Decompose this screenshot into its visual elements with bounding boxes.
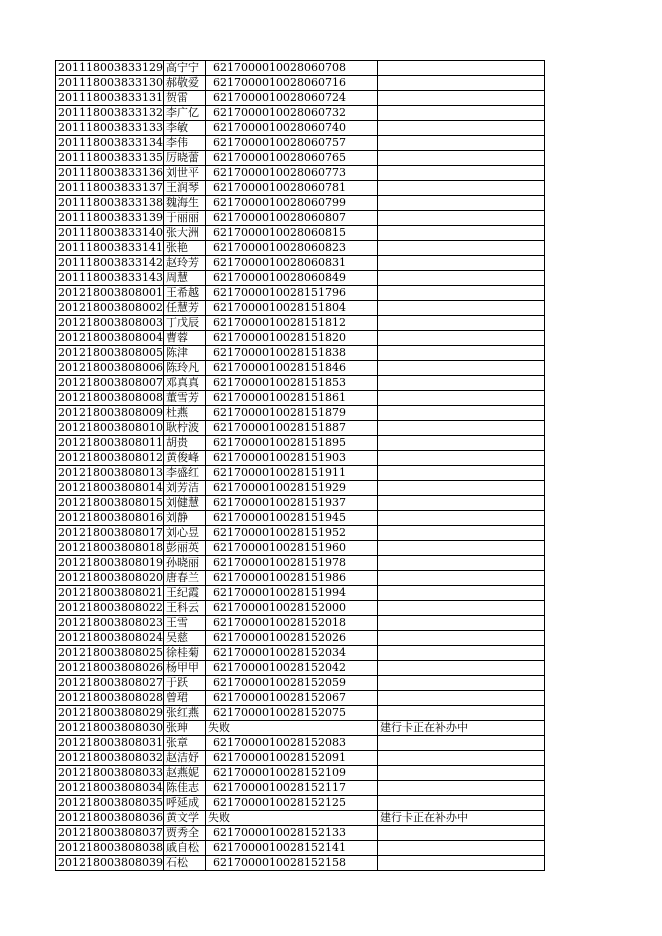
student-id-cell: 201118003833143 [56, 271, 164, 286]
note-cell [377, 181, 544, 196]
card-number-cell: 6217000010028151853 [205, 376, 377, 391]
note-cell: 建行卡正在补办中 [377, 811, 544, 826]
name-cell: 李盛红 [163, 466, 205, 481]
card-number-cell: 6217000010028152059 [205, 676, 377, 691]
note-cell [377, 466, 544, 481]
student-id-cell: 201218003808002 [56, 301, 164, 316]
table-row [56, 211, 545, 226]
student-id-cell: 201218003808038 [56, 841, 164, 856]
student-id-cell: 201218003808006 [56, 361, 164, 376]
note-cell [377, 526, 544, 541]
card-number-cell: 6217000010028152026 [205, 631, 377, 646]
note-cell [377, 766, 544, 781]
card-number-cell: 6217000010028060757 [205, 136, 377, 151]
name-cell: 呼延成 [163, 796, 205, 811]
table-row [56, 556, 545, 571]
student-id-cell: 201118003833132 [56, 106, 164, 121]
card-number-cell: 6217000010028151846 [205, 361, 377, 376]
student-id-cell: 201218003808025 [56, 646, 164, 661]
name-cell: 戚自松 [163, 841, 205, 856]
note-cell [377, 496, 544, 511]
name-cell: 赵燕妮 [163, 766, 205, 781]
student-id-cell: 201218003808022 [56, 601, 164, 616]
table-row [56, 361, 545, 376]
card-number-cell: 6217000010028152042 [205, 661, 377, 676]
card-number-cell: 6217000010028152067 [205, 691, 377, 706]
table-row [56, 151, 545, 166]
note-cell [377, 211, 544, 226]
note-cell [377, 331, 544, 346]
student-id-cell: 201218003808027 [56, 676, 164, 691]
student-id-cell: 201218003808028 [56, 691, 164, 706]
name-cell: 黄俊峰 [163, 451, 205, 466]
student-id-cell: 201218003808018 [56, 541, 164, 556]
student-id-cell: 201218003808008 [56, 391, 164, 406]
name-cell: 曹蓉 [163, 331, 205, 346]
student-id-cell: 201118003833140 [56, 226, 164, 241]
card-number-cell: 6217000010028152158 [205, 856, 377, 871]
note-cell [377, 706, 544, 721]
name-cell: 赵洁妤 [163, 751, 205, 766]
note-cell [377, 691, 544, 706]
table-row [56, 136, 545, 151]
note-cell [377, 196, 544, 211]
table-row [56, 346, 545, 361]
card-number-cell: 6217000010028152083 [205, 736, 377, 751]
table-row [56, 226, 545, 241]
card-number-cell: 6217000010028152133 [205, 826, 377, 841]
student-id-cell: 201118003833135 [56, 151, 164, 166]
note-cell [377, 106, 544, 121]
table-row [56, 781, 545, 796]
name-cell: 高宁宁 [163, 61, 205, 76]
card-number-cell: 6217000010028060740 [205, 121, 377, 136]
table-row [56, 271, 545, 286]
card-number-cell: 6217000010028060849 [205, 271, 377, 286]
card-number-cell: 6217000010028060773 [205, 166, 377, 181]
roster-table-body [56, 61, 545, 871]
student-id-cell: 201118003833134 [56, 136, 164, 151]
student-id-cell: 201118003833136 [56, 166, 164, 181]
note-cell [377, 256, 544, 271]
note-cell [377, 631, 544, 646]
student-id-cell: 201218003808003 [56, 316, 164, 331]
name-cell: 耿柠波 [163, 421, 205, 436]
student-id-cell: 201218003808016 [56, 511, 164, 526]
table-row [56, 106, 545, 121]
name-cell: 彭丽英 [163, 541, 205, 556]
table-row [56, 481, 545, 496]
table-row [56, 661, 545, 676]
note-cell [377, 676, 544, 691]
card-number-cell: 6217000010028151879 [205, 406, 377, 421]
note-cell [377, 751, 544, 766]
table-row [56, 841, 545, 856]
student-id-cell: 201218003808019 [56, 556, 164, 571]
name-cell: 徐桂菊 [163, 646, 205, 661]
card-number-cell: 6217000010028152075 [205, 706, 377, 721]
student-id-cell: 201218003808039 [56, 856, 164, 871]
name-cell: 贾秀全 [163, 826, 205, 841]
card-number-cell: 6217000010028152034 [205, 646, 377, 661]
name-cell: 刘静 [163, 511, 205, 526]
note-cell [377, 841, 544, 856]
note-cell [377, 61, 544, 76]
student-id-cell: 201118003833131 [56, 91, 164, 106]
note-cell [377, 286, 544, 301]
name-cell: 杨甲甲 [163, 661, 205, 676]
name-cell: 郝敬爱 [163, 76, 205, 91]
name-cell: 丁戊辰 [163, 316, 205, 331]
note-cell [377, 826, 544, 841]
note-cell [377, 661, 544, 676]
note-cell [377, 571, 544, 586]
table-row [56, 646, 545, 661]
note-cell [377, 781, 544, 796]
name-cell: 张章 [163, 736, 205, 751]
name-cell: 王希越 [163, 286, 205, 301]
card-number-cell: 6217000010028060807 [205, 211, 377, 226]
table-row [56, 286, 545, 301]
table-row [56, 301, 545, 316]
student-id-cell: 201118003833141 [56, 241, 164, 256]
name-cell: 张红燕 [163, 706, 205, 721]
name-cell: 张艳 [163, 241, 205, 256]
note-cell [377, 301, 544, 316]
student-id-cell: 201218003808032 [56, 751, 164, 766]
card-number-cell: 6217000010028152000 [205, 601, 377, 616]
name-cell: 李广亿 [163, 106, 205, 121]
card-number-cell: 失败 [205, 721, 377, 736]
student-id-cell: 201218003808031 [56, 736, 164, 751]
table-row [56, 766, 545, 781]
student-id-cell: 201218003808014 [56, 481, 164, 496]
note-cell [377, 481, 544, 496]
student-id-cell: 201218003808036 [56, 811, 164, 826]
name-cell: 孙晓丽 [163, 556, 205, 571]
card-number-cell: 6217000010028151796 [205, 286, 377, 301]
note-cell [377, 136, 544, 151]
student-id-cell: 201218003808035 [56, 796, 164, 811]
name-cell: 王润琴 [163, 181, 205, 196]
note-cell [377, 736, 544, 751]
name-cell: 王纪霞 [163, 586, 205, 601]
note-cell [377, 541, 544, 556]
card-number-cell: 6217000010028060831 [205, 256, 377, 271]
table-row [56, 856, 545, 871]
card-number-cell: 6217000010028060781 [205, 181, 377, 196]
note-cell [377, 856, 544, 871]
card-number-cell: 6217000010028151804 [205, 301, 377, 316]
card-number-cell: 6217000010028152125 [205, 796, 377, 811]
student-id-cell: 201118003833142 [56, 256, 164, 271]
card-number-cell: 6217000010028151994 [205, 586, 377, 601]
table-row [56, 406, 545, 421]
student-id-cell: 201218003808007 [56, 376, 164, 391]
table-row [56, 616, 545, 631]
card-number-cell: 6217000010028060708 [205, 61, 377, 76]
card-number-cell: 6217000010028151929 [205, 481, 377, 496]
student-id-cell: 201218003808005 [56, 346, 164, 361]
card-number-cell: 6217000010028151978 [205, 556, 377, 571]
name-cell: 石松 [163, 856, 205, 871]
student-id-cell: 201118003833130 [56, 76, 164, 91]
note-cell [377, 271, 544, 286]
table-row [56, 511, 545, 526]
card-number-cell: 6217000010028060815 [205, 226, 377, 241]
student-id-cell: 201218003808026 [56, 661, 164, 676]
card-number-cell: 6217000010028151945 [205, 511, 377, 526]
table-row [56, 811, 545, 826]
note-cell [377, 376, 544, 391]
student-id-cell: 201218003808010 [56, 421, 164, 436]
name-cell: 张珅 [163, 721, 205, 736]
card-number-cell: 6217000010028060823 [205, 241, 377, 256]
note-cell [377, 406, 544, 421]
table-row [56, 391, 545, 406]
card-number-cell: 6217000010028060724 [205, 91, 377, 106]
note-cell [377, 796, 544, 811]
card-number-cell: 失败 [205, 811, 377, 826]
note-cell [377, 91, 544, 106]
card-number-cell: 6217000010028060716 [205, 76, 377, 91]
table-row [56, 721, 545, 736]
table-row [56, 466, 545, 481]
name-cell: 陈津 [163, 346, 205, 361]
name-cell: 刘健慧 [163, 496, 205, 511]
name-cell: 杜燕 [163, 406, 205, 421]
name-cell: 吴慈 [163, 631, 205, 646]
card-number-cell: 6217000010028151895 [205, 436, 377, 451]
name-cell: 贺雷 [163, 91, 205, 106]
name-cell: 任慧芳 [163, 301, 205, 316]
table-row [56, 61, 545, 76]
table-row [56, 436, 545, 451]
student-id-cell: 201218003808030 [56, 721, 164, 736]
table-row [56, 241, 545, 256]
card-number-cell: 6217000010028151960 [205, 541, 377, 556]
table-row [56, 331, 545, 346]
table-row [56, 496, 545, 511]
note-cell [377, 226, 544, 241]
note-cell [377, 556, 544, 571]
table-row [56, 571, 545, 586]
name-cell: 唐春兰 [163, 571, 205, 586]
note-cell [377, 421, 544, 436]
name-cell: 于丽丽 [163, 211, 205, 226]
name-cell: 于跃 [163, 676, 205, 691]
note-cell [377, 316, 544, 331]
card-number-cell: 6217000010028151986 [205, 571, 377, 586]
note-cell [377, 586, 544, 601]
name-cell: 邓真真 [163, 376, 205, 391]
table-row [56, 526, 545, 541]
student-id-cell: 201218003808013 [56, 466, 164, 481]
name-cell: 李伟 [163, 136, 205, 151]
name-cell: 王雪 [163, 616, 205, 631]
name-cell: 刘世平 [163, 166, 205, 181]
note-cell [377, 361, 544, 376]
roster-table [55, 60, 545, 871]
table-row [56, 181, 545, 196]
card-number-cell: 6217000010028151911 [205, 466, 377, 481]
name-cell: 王科云 [163, 601, 205, 616]
table-row [56, 586, 545, 601]
card-number-cell: 6217000010028152117 [205, 781, 377, 796]
student-id-cell: 201218003808004 [56, 331, 164, 346]
table-row [56, 736, 545, 751]
note-cell [377, 346, 544, 361]
name-cell: 董雪芳 [163, 391, 205, 406]
student-id-cell: 201218003808037 [56, 826, 164, 841]
note-cell [377, 76, 544, 91]
name-cell: 厉晓蕾 [163, 151, 205, 166]
note-cell [377, 241, 544, 256]
card-number-cell: 6217000010028060799 [205, 196, 377, 211]
table-row [56, 541, 545, 556]
table-row [56, 376, 545, 391]
note-cell [377, 616, 544, 631]
student-id-cell: 201118003833137 [56, 181, 164, 196]
table-row [56, 631, 545, 646]
student-id-cell: 201118003833139 [56, 211, 164, 226]
student-id-cell: 201218003808021 [56, 586, 164, 601]
note-cell: 建行卡正在补办中 [377, 721, 544, 736]
table-row [56, 196, 545, 211]
name-cell: 陈佳志 [163, 781, 205, 796]
card-number-cell: 6217000010028152109 [205, 766, 377, 781]
card-number-cell: 6217000010028152018 [205, 616, 377, 631]
name-cell: 李敏 [163, 121, 205, 136]
student-id-cell: 201218003808029 [56, 706, 164, 721]
card-number-cell: 6217000010028151812 [205, 316, 377, 331]
table-row [56, 166, 545, 181]
note-cell [377, 646, 544, 661]
card-number-cell: 6217000010028060765 [205, 151, 377, 166]
student-id-cell: 201218003808001 [56, 286, 164, 301]
card-number-cell: 6217000010028151937 [205, 496, 377, 511]
table-row [56, 316, 545, 331]
name-cell: 黄文学 [163, 811, 205, 826]
note-cell [377, 151, 544, 166]
note-cell [377, 511, 544, 526]
table-row [56, 76, 545, 91]
name-cell: 曾珺 [163, 691, 205, 706]
student-id-cell: 201218003808009 [56, 406, 164, 421]
note-cell [377, 121, 544, 136]
student-id-cell: 201218003808034 [56, 781, 164, 796]
card-number-cell: 6217000010028151861 [205, 391, 377, 406]
name-cell: 陈玲凡 [163, 361, 205, 376]
card-number-cell: 6217000010028151903 [205, 451, 377, 466]
card-number-cell: 6217000010028151838 [205, 346, 377, 361]
name-cell: 周慧 [163, 271, 205, 286]
note-cell [377, 601, 544, 616]
table-row [56, 691, 545, 706]
student-id-cell: 201218003808017 [56, 526, 164, 541]
table-row [56, 121, 545, 136]
name-cell: 刘心昱 [163, 526, 205, 541]
table-row [56, 421, 545, 436]
table-row [56, 676, 545, 691]
card-number-cell: 6217000010028151887 [205, 421, 377, 436]
student-id-cell: 201218003808023 [56, 616, 164, 631]
student-id-cell: 201218003808020 [56, 571, 164, 586]
student-id-cell: 201118003833129 [56, 61, 164, 76]
table-row [56, 91, 545, 106]
note-cell [377, 391, 544, 406]
table-row [56, 451, 545, 466]
student-id-cell: 201218003808033 [56, 766, 164, 781]
card-number-cell: 6217000010028152091 [205, 751, 377, 766]
table-row [56, 256, 545, 271]
note-cell [377, 451, 544, 466]
note-cell [377, 166, 544, 181]
name-cell: 张大洲 [163, 226, 205, 241]
student-id-cell: 201218003808024 [56, 631, 164, 646]
card-number-cell: 6217000010028151952 [205, 526, 377, 541]
name-cell: 刘芳洁 [163, 481, 205, 496]
table-row [56, 706, 545, 721]
table-row [56, 751, 545, 766]
student-id-cell: 201118003833138 [56, 196, 164, 211]
card-number-cell: 6217000010028152141 [205, 841, 377, 856]
name-cell: 魏海生 [163, 196, 205, 211]
student-id-cell: 201118003833133 [56, 121, 164, 136]
name-cell: 胡贵 [163, 436, 205, 451]
card-number-cell: 6217000010028060732 [205, 106, 377, 121]
name-cell: 赵玲芳 [163, 256, 205, 271]
student-id-cell: 201218003808011 [56, 436, 164, 451]
student-id-cell: 201218003808015 [56, 496, 164, 511]
student-id-cell: 201218003808012 [56, 451, 164, 466]
table-row [56, 796, 545, 811]
card-number-cell: 6217000010028151820 [205, 331, 377, 346]
table-row [56, 826, 545, 841]
table-row [56, 601, 545, 616]
note-cell [377, 436, 544, 451]
